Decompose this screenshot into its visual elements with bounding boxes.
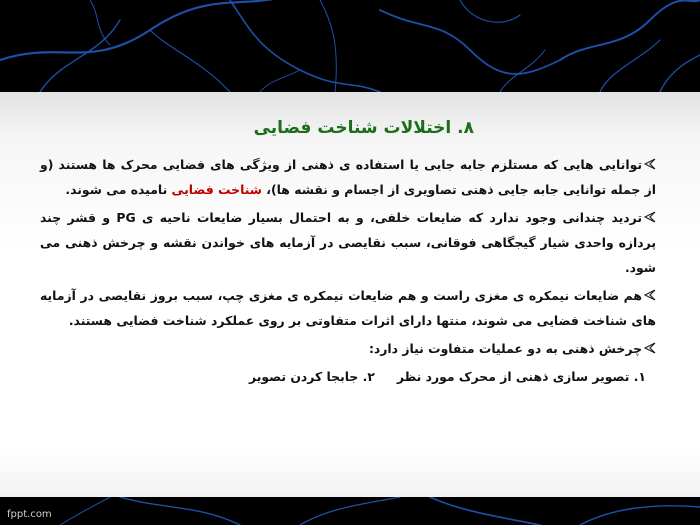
- bullet-paragraph-4: [40, 336, 656, 361]
- check-arrow-bullet-icon: [644, 342, 656, 354]
- blue-nerve-fibers-top: [0, 0, 700, 92]
- bullet-paragraph-1: [40, 152, 656, 202]
- numbered-item-2: ۲. جابجا کردن تصویر: [249, 369, 375, 384]
- bullet-paragraph-3: [40, 283, 656, 333]
- check-arrow-bullet-icon: [644, 158, 656, 170]
- check-arrow-bullet-icon: [644, 211, 656, 223]
- paragraph-3-text: هم ضایعات نیمکره ی مغزی راست و هم ضایعات نیمکره ی مغزی چپ، سبب بروز نقایصی در آزمایه های شناخت فضایی می شوند، منتها دارای اثرات متفاوتی بر روی عملکرد شناخت فضایی هستند.: [40, 288, 656, 328]
- numbered-item-1: ۱. تصویر سازی ذهنی از محرک مورد نظر: [396, 369, 646, 384]
- slide-body: [40, 152, 656, 389]
- numbered-steps: [40, 364, 656, 389]
- paragraph-2-text: تردید چندانی وجود ندارد که ضایعات خلفی، و به احتمال بسیار ضایعات ناحیه ی PG و قشر چند پردازه واحدی شیار گیجگاهی فوقانی، سبب نقایصی در آزمایه های خواندن نقشه و چرخش ذهنی می شود.: [40, 210, 656, 275]
- paragraph-1-text: توانایی هایی که مستلزم جابه جایی یا استفاده ی ذهنی از ویژگی های فضایی محرک ها هستند (و از جمله توانایی جابه جایی ذهنی تصاویری از اجسام و نقشه ها)،: [40, 157, 656, 197]
- slide-title: ۸. اختلالات شناخت فضایی: [253, 118, 474, 138]
- paragraph-4-text: چرخش ذهنی به دو عملیات متفاوت نیاز دارد:: [368, 341, 642, 356]
- blue-nerve-fibers-bottom: [0, 497, 700, 525]
- spatial-cognition-highlight: شناخت فضایی: [171, 182, 262, 197]
- bottom-nerve-background: [0, 497, 700, 525]
- paragraph-1-ending: نامیده می شوند.: [65, 182, 172, 197]
- bullet-paragraph-2: [40, 205, 656, 280]
- top-nerve-background: [0, 0, 700, 92]
- check-arrow-bullet-icon: [644, 289, 656, 301]
- watermark: fppt.com: [7, 509, 52, 520]
